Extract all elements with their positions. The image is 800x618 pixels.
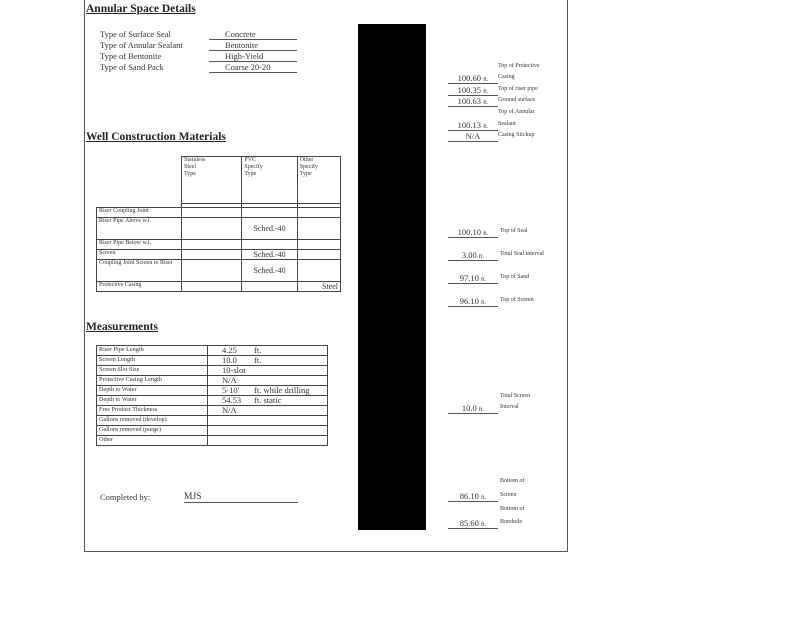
sand-pack-value: Coarse 20-20 (209, 62, 297, 73)
table-row: Riser Coupling Joint (97, 208, 341, 218)
table-row: Depth to Water 54.53 ft. static (97, 396, 328, 406)
materials-title: Well Construction Materials (86, 131, 226, 143)
bentonite-type-label: Type of Bentonite (100, 51, 162, 61)
table-row: Screen Length 10.0 ft. (97, 356, 328, 366)
top-casing-label-b: Casing (498, 74, 515, 80)
table-row: Protective Casing Steel (97, 282, 341, 292)
surface-seal-value: Concrete (209, 29, 297, 40)
top-annular-label-a: Top of Annular (498, 109, 535, 115)
top-screen-label: Top of Screen (500, 297, 534, 303)
seal-interval-label: Total Seal interval (500, 251, 544, 257)
bottom-screen-label-a: Bottom of (500, 478, 525, 484)
annular-sealant-value: Bentonite (209, 40, 297, 51)
ground-surface-label: Ground surface (498, 97, 536, 103)
table-row: Riser Pipe Length 4.25 ft. (97, 346, 328, 356)
bottom-screen-value: 86.10 ft. (448, 491, 498, 502)
top-casing-value: 100.60 ft. (448, 73, 498, 84)
sand-pack-label: Type of Sand Pack (100, 62, 164, 72)
table-row: Coupling Joint Screen to Riser Sched.-40 (97, 260, 341, 282)
redacted-well-diagram (358, 24, 426, 530)
annular-title: Annular Space Details (86, 3, 196, 15)
top-annular-value: 100.13 ft. (448, 120, 498, 131)
table-row: Screen Slot Size 10-slot (97, 366, 328, 376)
table-row: Gallons removed (purge) (97, 426, 328, 436)
table-row: Screen Sched.-40 (97, 250, 341, 260)
bottom-borehole-label-a: Bottom of (500, 506, 525, 512)
header-pvc: PVC Specify Type (242, 157, 297, 204)
header-other: Other Specify Type (297, 157, 340, 204)
casing-stickup-value: N/A (448, 131, 498, 142)
table-row: Protective Casing Length N/A (97, 376, 328, 386)
casing-stickup-label: Casing Stickup (498, 132, 535, 138)
top-seal-value: 100.10 ft. (448, 227, 498, 238)
completed-by-value: MJS (184, 492, 298, 503)
table-row: Depth to Water 5-10' ft. while drilling (97, 386, 328, 396)
ground-surface-value: 100.63 ft. (448, 96, 498, 107)
completed-by-label: Completed by: (100, 492, 151, 502)
top-seal-label: Top of Seal (500, 228, 528, 234)
table-row: Other (97, 436, 328, 446)
table-row: Gallons removed (develop) (97, 416, 328, 426)
annular-sealant-label: Type of Annular Sealant (100, 40, 183, 50)
materials-header-blank (97, 157, 182, 204)
seal-interval-value: 3.00 ft. (448, 250, 498, 261)
table-row: Free Product Thickness N/A (97, 406, 328, 416)
top-sand-label: Top of Sand (500, 274, 530, 280)
measurements-table (96, 345, 328, 446)
materials-table (96, 156, 341, 292)
table-row: Riser Pipe Above w.t. Sched.-40 (97, 218, 341, 240)
bottom-borehole-value: 85.60 ft. (448, 518, 498, 529)
screen-interval-label-a: Total Screen (500, 393, 531, 399)
header-stainless: Stainless Steel Type (182, 157, 242, 204)
top-casing-label-a: Top of Protective (498, 63, 540, 69)
bottom-screen-label-b: Screen (500, 492, 517, 498)
screen-interval-value: 10.0 ft. (448, 403, 498, 414)
table-row: Riser Pipe Below w.t. (97, 240, 341, 250)
top-riser-value: 100.35 ft. (448, 85, 498, 96)
surface-seal-label: Type of Surface Seal (100, 29, 171, 39)
top-sand-value: 97.10 ft. (448, 273, 498, 284)
bottom-borehole-label-b: Borehole (500, 519, 522, 525)
top-annular-label-b: Sealant (498, 121, 516, 127)
top-riser-label: Top of riser pipe (498, 86, 538, 92)
top-screen-value: 96.10 ft. (448, 296, 498, 307)
screen-interval-label-b: Interval (500, 404, 519, 410)
measurements-title: Measurements (86, 321, 158, 333)
bentonite-type-value: High-Yield (209, 51, 297, 62)
